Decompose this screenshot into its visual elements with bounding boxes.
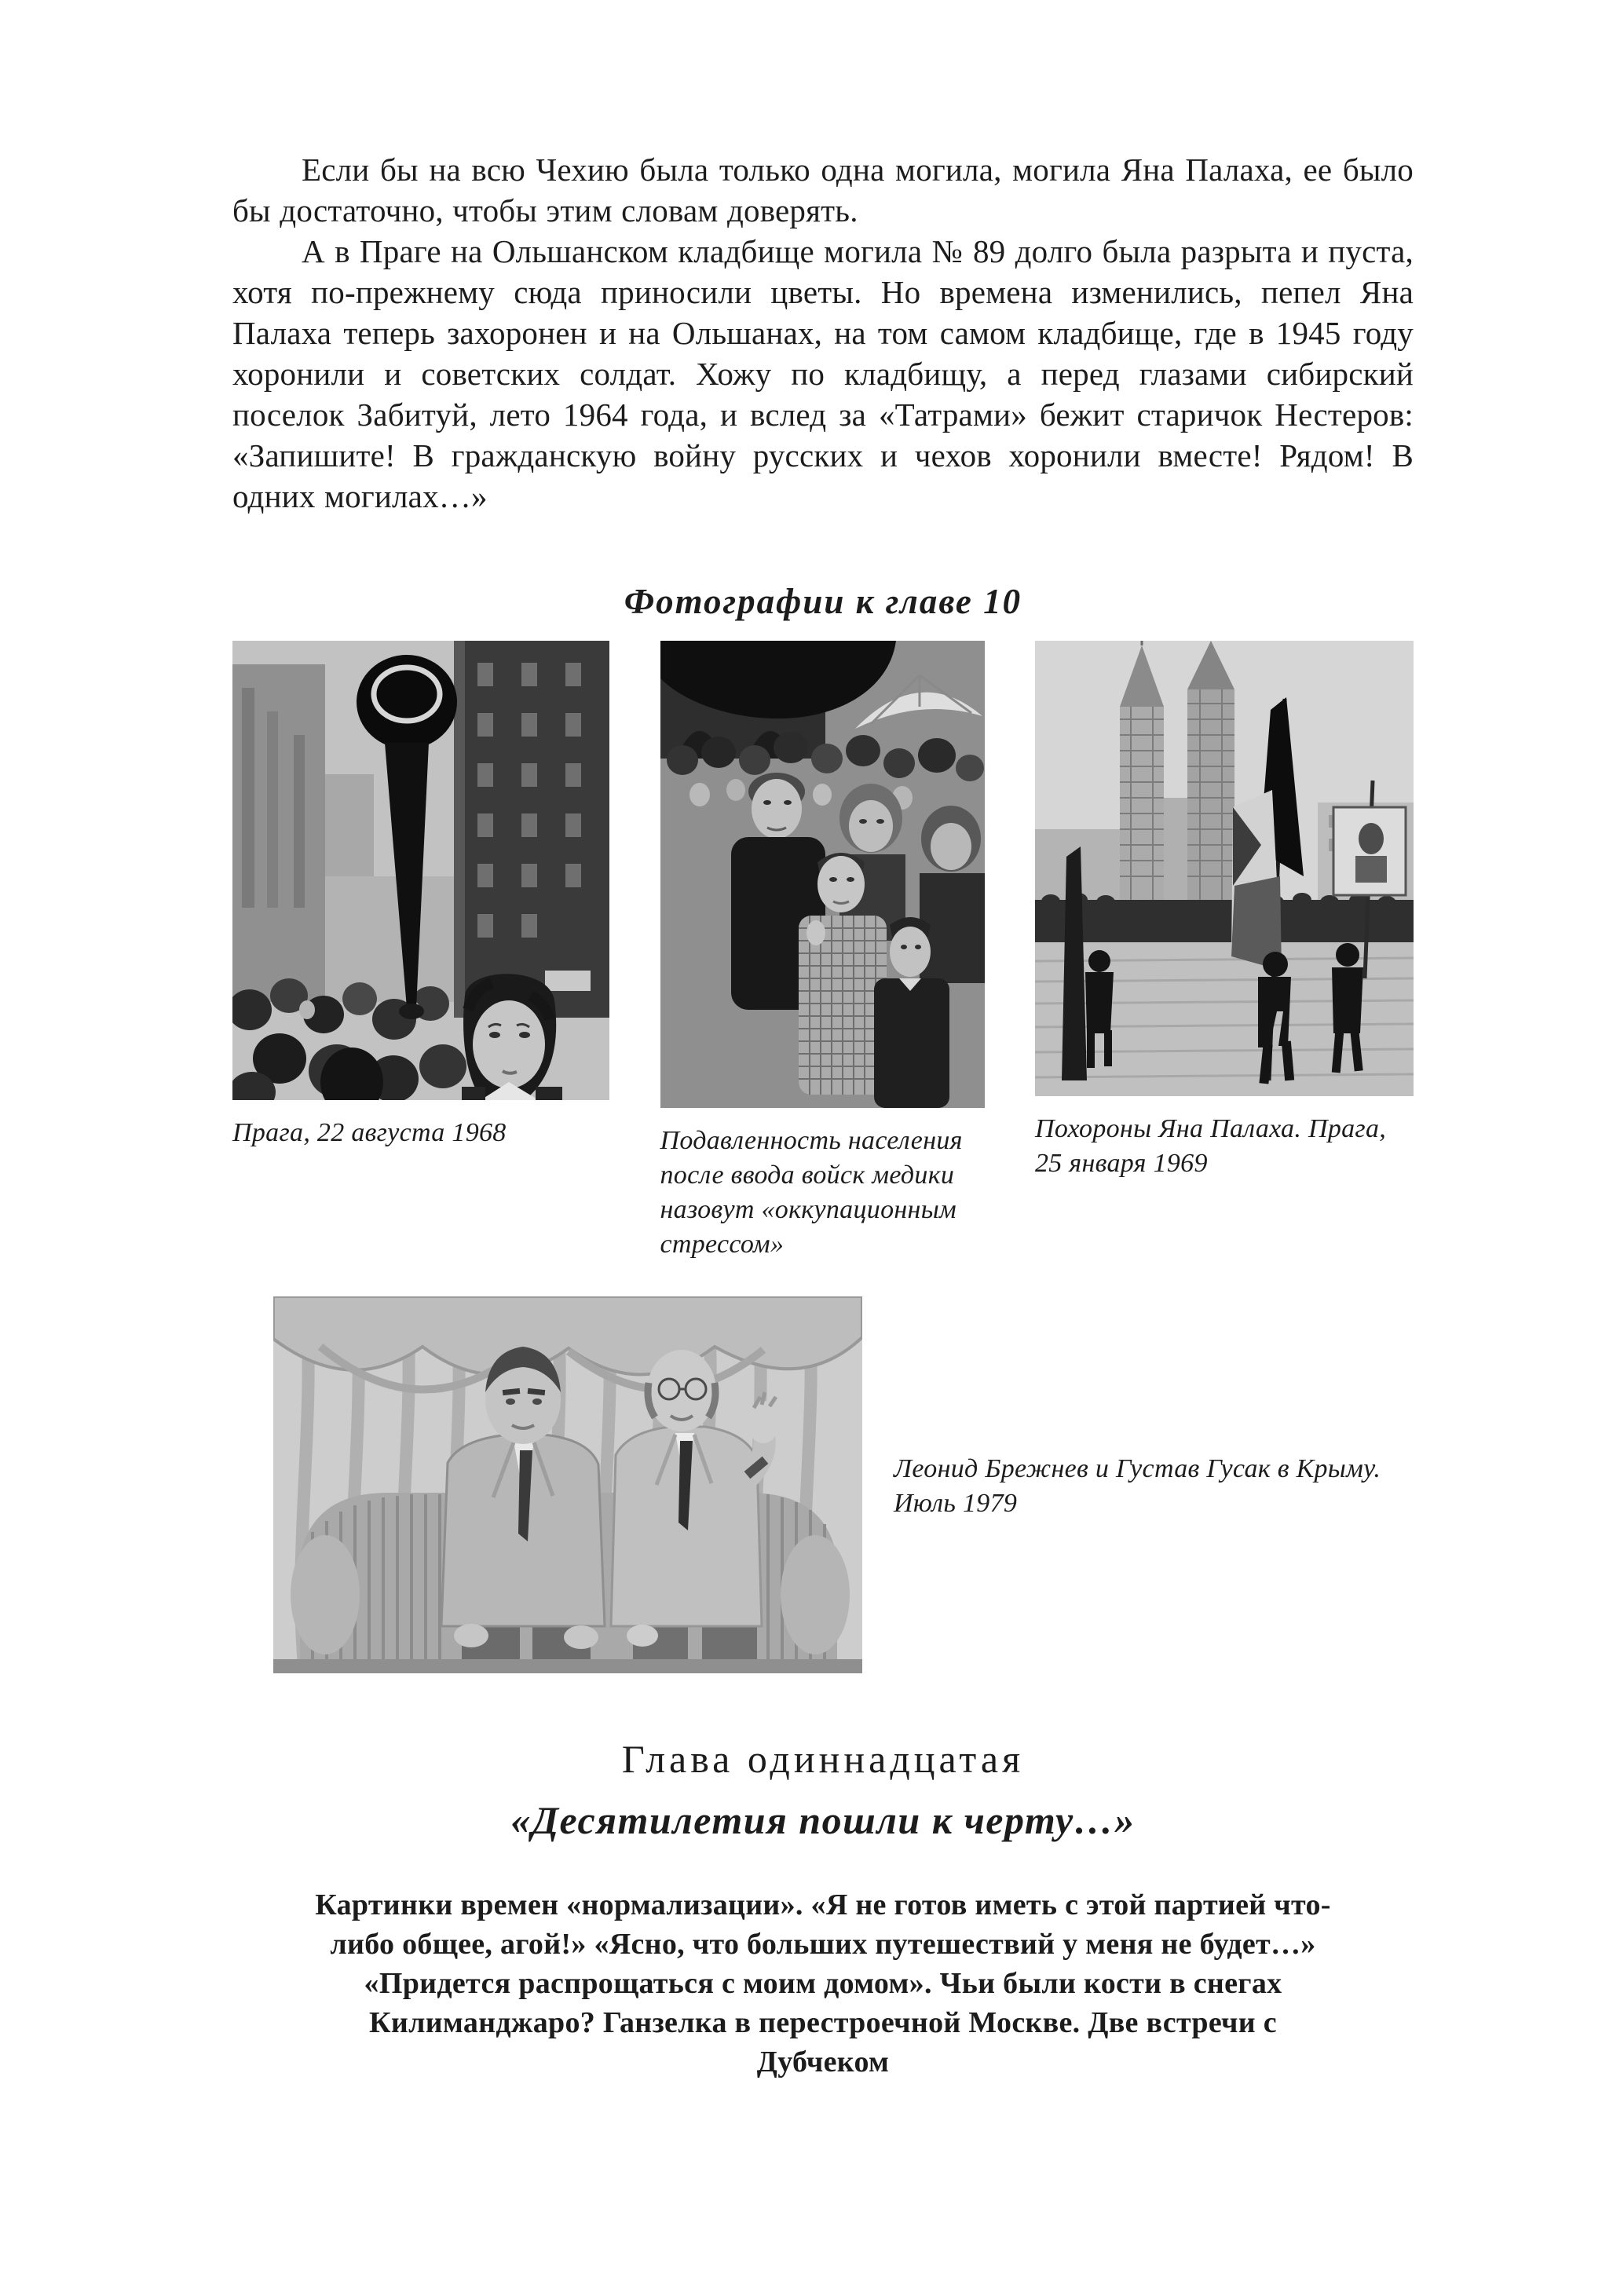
caption-occupation-stress: Подавленность населения после ввода войск медики назовут «оккупационным стрессом» xyxy=(660,1126,963,1259)
crowd-umbrellas-photo-illustration xyxy=(660,641,985,1108)
figure-crowd-umbrellas xyxy=(660,641,985,1262)
brezhnev-husak-photo-illustration xyxy=(273,1296,862,1673)
paragraph-palach-grave: Если бы на всю Чехию была только одна могила, могила Яна Палаха, ее было бы достаточно, чтобы этим словам доверять. xyxy=(232,152,1414,229)
photo-crowd-umbrellas xyxy=(660,641,985,1108)
photos-section-heading: Фотографии к главе 10 xyxy=(624,582,1022,621)
chapter-title: Глава одиннадцатая xyxy=(621,1737,1025,1781)
photo4-row xyxy=(273,1296,1414,1673)
prague-tank-photo-illustration xyxy=(232,641,609,1100)
caption-brezhnev-husak: Леонид Брежнев и Густав Гусак в Крыму. Июль 1979 xyxy=(894,1454,1381,1518)
photo-brezhnev-husak xyxy=(273,1296,862,1673)
figure-prague-tank-1968 xyxy=(232,641,609,1150)
palach-funeral-photo-illustration xyxy=(1035,641,1414,1096)
photo-prague-tank-1968 xyxy=(232,641,609,1100)
paragraph-olsany-cemetery: А в Праге на Ольшанском кладбище могила № 89 долго была разрыта и пуста, хотя по-прежнему сюда приносили цветы. Но времена изменились, пепел Яна Палаха теперь захоронен и на Ольшанах, на том самом кладбище, где в 1945 году хоронили и советских солдат. Хожу по кладбищу, а перед глазами сибирский поселок Забитуй, лето 1964 года, и вслед за «Татрами» бежит старичок Нестеров: «Запишите! В гражданскую войну русских и чехов хоронили вместе! Рядом! В одних могилах…» xyxy=(232,233,1414,514)
chapter-summary: Картинки времен «нормализации». «Я не готов иметь с этой партией что-либо общее, агой!» «Ясно, что больших путешествий у меня не будет…» «Придется распрощаться с моим домом». Чьи были кости в снегах Килиманджаро? Ганзелка в перестроечной Москве. Две встречи с Дубчеком xyxy=(315,1888,1331,2078)
photo-palach-funeral xyxy=(1035,641,1414,1096)
figure-palach-funeral xyxy=(1035,641,1414,1181)
caption-prague-1968: Прага, 22 августа 1968 xyxy=(232,1118,507,1147)
caption-palach-funeral: Похороны Яна Палаха. Прага, 25 января 1969 xyxy=(1035,1114,1387,1178)
photo-row xyxy=(232,641,1414,1262)
figure-brezhnev-husak xyxy=(273,1296,862,1673)
chapter-subtitle: «Десятилетия пошли к черту…» xyxy=(510,1798,1136,1842)
body-text-block xyxy=(232,149,1414,517)
